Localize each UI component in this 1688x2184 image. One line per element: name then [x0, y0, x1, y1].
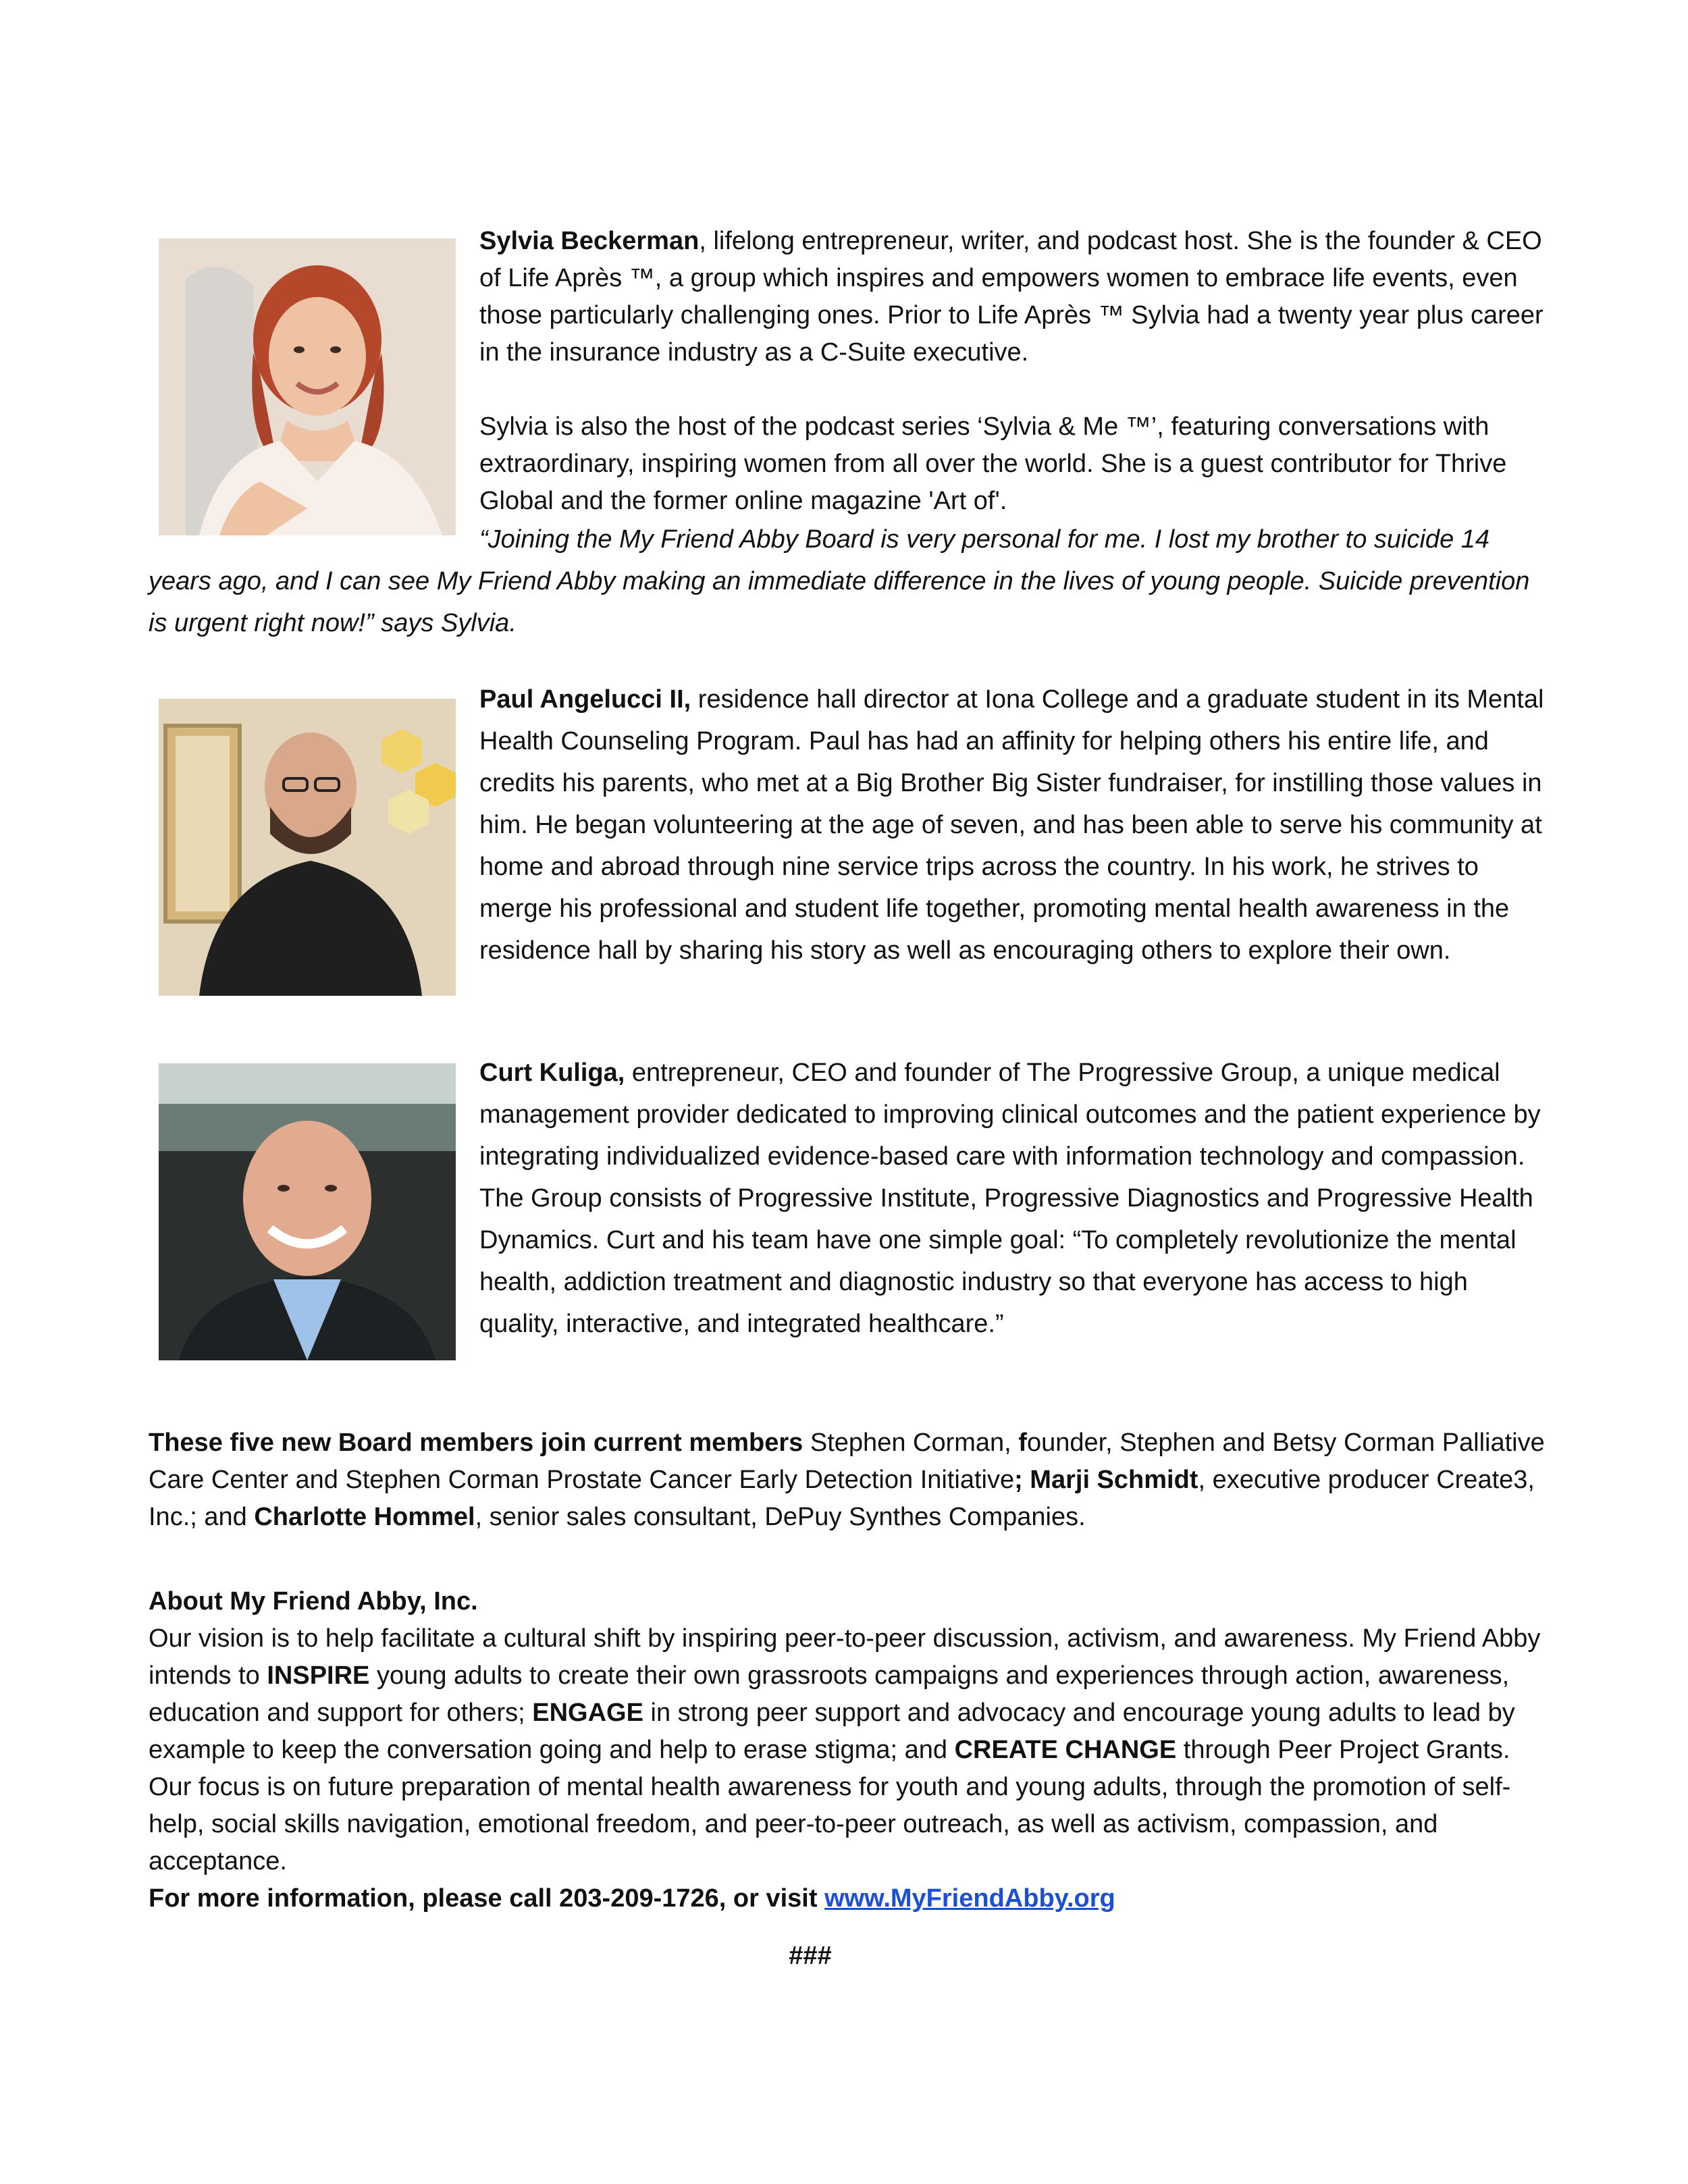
sylvia-beckerman-photo: [159, 238, 456, 535]
curt-bio-text: entrepreneur, CEO and founder of The Progressive Group, a unique medical management provider dedicated to improving clinical outcomes and the patient experience by integrating individualized evidence-based care with information technology and compassion. The Group consists of Progressive Institute, Progressive Diagnostics and Progressive Health Dynamics. Curt and his team have one simple goal: “To completely revolutionize the mental health, addiction treatment and diagnostic industry so that everyone has access to high quality, interactive, and integrated healthcare.”: [479, 1059, 1541, 1338]
board-text-2: ounder, Stephen and Betsy Corman Palliative Care Center and Stephen Corman Prostate Cancer Early Detection Initiative: [149, 1429, 1545, 1494]
about-body: [149, 1620, 1553, 1880]
board-lead: These five new Board members join current members: [149, 1429, 803, 1457]
portrait-woman-icon: [159, 238, 456, 535]
about-text-1: Our vision is to help facilitate a cultural shift by inspiring peer-to-peer discussion, activism, and awareness. My Friend Abby intends to: [149, 1624, 1541, 1690]
board-charlotte: Charlotte Hommel: [254, 1503, 475, 1531]
sylvia-bio-text-1: , lifelong entrepreneur, writer, and podcast host. She is the founder & CEO of Life Après ™, a group which inspires and empowers women to embrace life events, even those particularly challenging ones. Prior to Life Après ™ Sylvia had a twenty year plus career in the insurance industry as a C-Suite executive.: [479, 227, 1544, 367]
paul-bio-paragraph: [479, 678, 1553, 971]
curt-kuliga-photo: [159, 1063, 456, 1360]
paul-bio-text: residence hall director at Iona College and a graduate student in its Mental Health Counseling Program. Paul has had an affinity for helping others his entire life, and credits his parents, who met at a Big Brother Big Sister fundraiser, for instilling those values in him. He began volunteering at the age of seven, and has been able to serve his community at home and abroad through nine service trips across the country. In his work, he strives to merge his professional and student life together, promoting mental health awareness in the residence hall by sharing his story as well as encouraging others to explore their own.: [479, 685, 1544, 965]
curt-bio: [479, 1052, 1553, 1345]
contact-line: [149, 1880, 1553, 1917]
curt-name: Curt Kuliga,: [479, 1059, 625, 1087]
board-f: f: [1018, 1429, 1027, 1457]
about-text-3: in strong peer support and advocacy and encourage young adults to lead by example to keep the conversation going and help to erase stigma; and: [149, 1699, 1515, 1764]
sylvia-quote: [149, 518, 1553, 644]
sylvia-bio-paragraph-2: Sylvia is also the host of the podcast series ‘Sylvia & Me ™’, featuring conversations with extraordinary, inspiring women from all over the world. She is a guest contributor for Thrive Global and the former online magazine 'Art of'.: [479, 412, 1507, 515]
about-inspire: INSPIRE: [267, 1661, 370, 1690]
sylvia-name: Sylvia Beckerman: [479, 227, 700, 255]
board-members-text: [149, 1424, 1553, 1536]
board-members-paragraph: [149, 1424, 1553, 1536]
portrait-man-icon: [159, 1063, 456, 1360]
board-text-4: , senior sales consultant, DePuy Synthes Companies.: [475, 1503, 1086, 1531]
about-heading: About My Friend Abby, Inc.: [149, 1587, 478, 1616]
paul-angelucci-photo: [159, 699, 456, 996]
about-section: [149, 1583, 1553, 1917]
paul-bio: [479, 678, 1553, 971]
about-text-2: young adults to create their own grassroots campaigns and experiences through action, awareness, education and support for others;: [149, 1661, 1510, 1727]
board-text-3: , executive producer Create3, Inc.; and: [149, 1466, 1535, 1531]
about-engage: ENGAGE: [532, 1699, 643, 1727]
sylvia-bio-paragraph-1: [479, 223, 1553, 371]
curt-bio-paragraph: [479, 1052, 1553, 1345]
about-create-change: CREATE CHANGE: [954, 1736, 1177, 1764]
board-marji: ; Marji Schmidt: [1014, 1466, 1198, 1494]
contact-text: For more information, please call 203-209-1726, or visit: [149, 1884, 825, 1913]
sylvia-bio: [479, 223, 1553, 520]
portrait-man-icon: [159, 699, 456, 996]
about-text-4: through Peer Project Grants. Our focus is on future preparation of mental health awareness for youth and young adults, through the promotion of self-help, social skills navigation, emotional freedom, and peer-to-peer outreach, as well as activism, compassion, and acceptance.: [149, 1736, 1511, 1875]
board-text-1: Stephen Corman,: [803, 1429, 1019, 1457]
sylvia-quote-text: “Joining the My Friend Abby Board is very personal for me. I lost my brother to suicide 14 years ago, and I can see My Friend Abby making an immediate difference in the lives of young people. Suicide prevention is urgent right now!” says Sylvia.: [149, 525, 1530, 637]
website-link[interactable]: www.MyFriendAbby.org: [824, 1884, 1115, 1913]
end-mark: ###: [789, 1942, 832, 1970]
paul-name: Paul Angelucci II,: [479, 685, 691, 714]
